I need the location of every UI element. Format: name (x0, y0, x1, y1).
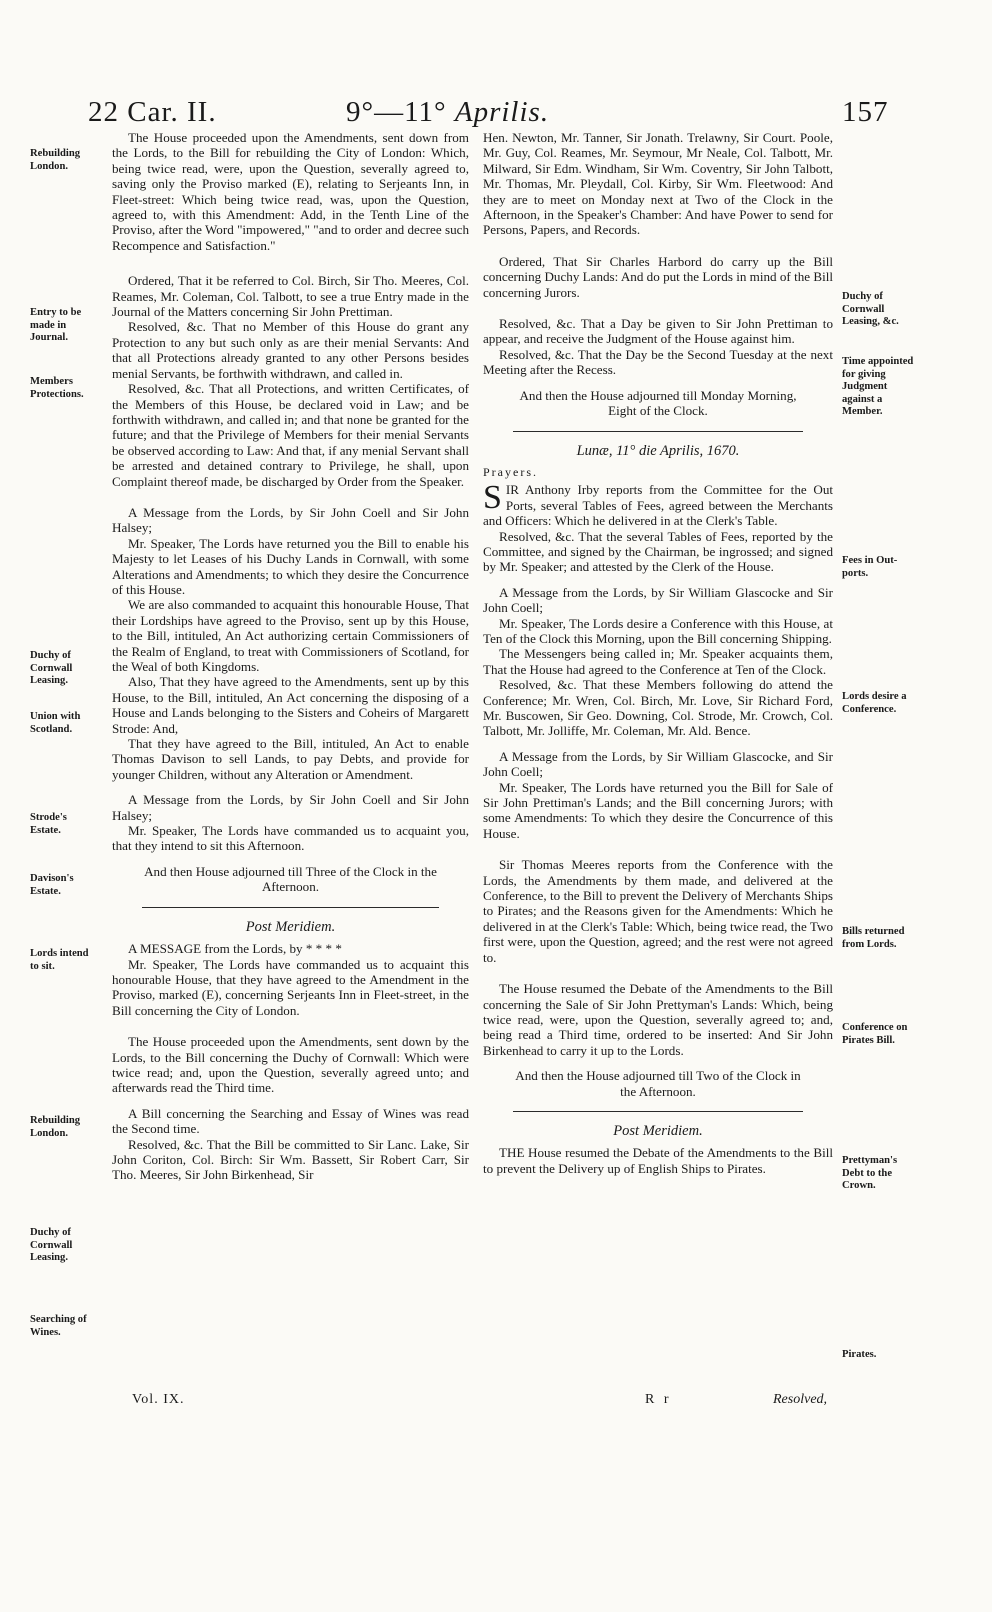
margin-note: Strode's Estate. (30, 812, 67, 836)
paragraph: Resolved, &c. That no Member of this House do grant any Protection to any but such only as are their menial Servants: And that all Protections already granted to any other Persons besides menial Servants, be forthwith withdrawn, and called in. (112, 319, 469, 381)
paragraph: A Message from the Lords, by Sir William Glascocke and Sir John Coell; (483, 584, 833, 616)
paragraph (483, 479, 833, 529)
section-divider (513, 1111, 803, 1112)
paragraph: Ordered, That Sir Charles Harbord do carry up the Bill concerning Duchy Lands: And do put the Lords in mind of the Bill concerning Jurors. (483, 253, 833, 300)
date-heading: Lunæ, 11° die Aprilis, 1670. (576, 442, 740, 459)
paragraph: The House resumed the Debate of the Amendments to the Bill concerning the Sale of Sir John Prettyman's Lands: Which, being twice read, were, upon the Question, severally agreed to; and, being read a Third time, ordered to be inserted: And Sir John Birkenhead to carry it up to the Lords. (483, 981, 833, 1058)
signature-mark: R r (645, 1392, 672, 1407)
paragraph: That they have agreed to the Bill, intituled, An Act to enable Thomas Davison to sell Lands, to pay Debts, and provide for younger Children, without any Alteration or Amendment. (112, 736, 469, 782)
paragraph: A Message from the Lords, by Sir John Coell and Sir John Halsey; (112, 792, 469, 823)
margin-note: Rebuilding London. (30, 148, 81, 172)
paragraph: Sir Thomas Meeres reports from the Conference with the Lords, the Amendments by them made, and delivered at the Conference, to the Bill to prevent the Delivery of Merchants Ships to Pirates; and the Reasons given for the Amendments: Which he delivered in at the Clerk's Table: Which, being twice read, the Two first were, upon the Question, agreed; and the rest were not agreed to. (483, 857, 833, 965)
paragraph: Mr. Speaker, The Lords have commanded us to acquaint you, that they intend to sit this Afternoon. (112, 823, 469, 854)
volume-number: Vol. IX. (132, 1392, 185, 1407)
margin-note: Prettyman's Debt to the Crown. (842, 1155, 898, 1191)
header-month: Aprilis. (454, 96, 550, 128)
drop-cap: S (483, 479, 502, 517)
paragraph: Resolved, &c. That the Bill be committed to Sir Lanc. Lake, Sir John Coriton, Col. Birch: Sir Wm. Bassett, Sir Robert Carr, Sir Tho. Meeres, Sir John Birkenhead, Sir (112, 1136, 469, 1183)
margin-note: Conference on Pirates Bill. (842, 1022, 908, 1046)
paragraph: The Messengers being called in; Mr. Speaker acquaints them, That the House had agreed to the Conference at Ten of the Clock. (483, 646, 833, 677)
margin-note: Rebuilding London. (30, 1115, 81, 1139)
paragraph: Resolved, &c. That a Day be given to Sir John Prettiman to appear, and receive the Judgment of the House against him. (483, 316, 833, 347)
margin-note: Pirates. (842, 1349, 877, 1360)
running-header-regnal-year: 22 Car. II. (88, 96, 217, 128)
margin-note: Lords desire a Conference. (842, 691, 907, 715)
paragraph: Hen. Newton, Mr. Tanner, Sir Jonath. Trelawny, Sir Court. Poole, Mr. Guy, Col. Reames, Mr. Seymour, Mr Neale, Col. Talbott, Mr. Milward, Sir Edm. Windham, Sir Wm. Coventry, Sir John Talbott, Mr. Thomas, Mr. Pleydall, Col. Kirby, Sir Wm. Fleetwood: And they are to meet on Monday next at Two of the Clock in the Afternoon, in the Speaker's Chamber: And have Power to send for Persons, Papers, and Records. (483, 130, 833, 238)
paragraph: THE House resumed the Debate of the Amendments to the Bill to prevent the Delivery up of English Ships to Pirates. (483, 1145, 833, 1176)
running-header-date (346, 96, 549, 128)
paragraph: Also, That they have agreed to the Amendments, sent up by this House, to the Bill, intituled, An Act concerning the disposing of a House and Lands belonging to the Sisters and Coheirs of Margarett Strode: And, (112, 674, 469, 736)
margin-note: Duchy of Cornwall Leasing. (30, 650, 73, 686)
header-day-range: 9°—11° (346, 96, 447, 128)
section-divider (513, 431, 803, 432)
paragraph: Mr. Speaker, The Lords have commanded us to acquaint this honourable House, that they have agreed to the Amendment in the Proviso, marked (E), concerning Serjeants Inn in Fleet-street, in the Bill concerning the City of London. (112, 956, 469, 1018)
paragraph: Ordered, That it be referred to Col. Birch, Sir Tho. Meeres, Col. Reames, Mr. Coleman, Col. Talbott, to see a true Entry made in the Journal of the Matters concerning Sir John Prettiman. (112, 273, 469, 320)
paragraph: A Message from the Lords, by Sir William Glascocke, and Sir John Coell; (483, 748, 833, 780)
adjournment: And then the House adjourned till Two of the Clock in the Afternoon. (515, 1068, 801, 1099)
section-heading: Post Meridiem. (613, 1122, 703, 1139)
paragraph: Mr. Speaker, The Lords have returned you the Bill to enable his Majesty to let Leases of his Duchy Lands in Cornwall, with some Alterations and Amendments; to which they desire the Concurrence of this House. (112, 535, 469, 597)
margin-note: Union with Scotland. (30, 711, 81, 735)
margin-note: Duchy of Cornwall Leasing, &c. (842, 291, 899, 327)
catchword: Resolved, (773, 1392, 828, 1407)
left-column (112, 130, 469, 1183)
margin-note: Members Protections. (30, 376, 84, 400)
page-number: 157 (842, 96, 889, 128)
paragraph: We are also commanded to acquaint this honourable House, That their Lordships have agreed to the Proviso, sent up by this House, to the Bill, intituled, An Act authorizing certain Commissioners of the Realm of England, to treat with Commissioners of Scotland, for the Weal of both Kingdoms. (112, 597, 469, 674)
paragraph: A Bill concerning the Searching and Essay of Wines was read the Second time. (112, 1105, 469, 1137)
paragraph: The House proceeded upon the Amendments, sent down from the Lords, to the Bill for rebuilding the City of London: Which, being twice read, were, upon the Question, severally agreed to, saving only the Proviso marked (E), relating to Serjeants Inn, in Fleet-street: Which being twice read, was, upon the Question, agreed to, with this Amendment: Add, in the Tenth Line of the Proviso, after the Word "impowered," "and to order and decree such Recompence and Satisfaction." (112, 130, 469, 253)
margin-note: Duchy of Cornwall Leasing. (30, 1227, 73, 1263)
paragraph: Mr. Speaker, The Lords desire a Conference with this House, at Ten of the Clock this Morning, upon the Bill concerning Shipping. (483, 615, 833, 646)
paragraph-text: IR Anthony Irby reports from the Committee for the Out Ports, several Tables of Fees, agreed between the Merchants and Officers: Which he delivered in at the Clerk's Table. (483, 482, 833, 529)
paragraph: Resolved, &c. That these Members following do attend the Conference; Mr. Wren, Col. Birch, Mr. Love, Sir Richard Ford, Mr. Buscowen, Sir Geo. Downing, Col. Strode, Mr. Crowch, Col. Talbott, Mr. Jolliffe, Mr. Coleman, Mr. Ald. Bence. (483, 677, 833, 739)
margin-note: Time appointed for giving Judgment against a Member. (842, 356, 914, 417)
right-column (483, 130, 833, 1176)
paragraph: Resolved, &c. That the Day be the Second Tuesday at the next Meeting after the Recess. (483, 346, 833, 378)
prayers-heading: Prayers. (483, 464, 538, 479)
paragraph: The House proceeded upon the Amendments, sent down by the Lords, to the Bill concerning the Duchy of Cornwall: Which were twice read; and, upon the Question, severally agreed unto; and afterwards read the Third time. (112, 1034, 469, 1096)
section-divider (142, 907, 439, 908)
adjournment: And then House adjourned till Three of the Clock in the Afternoon. (144, 863, 437, 895)
margin-note: Davison's Estate. (30, 873, 74, 897)
margin-note: Lords intend to sit. (30, 948, 89, 972)
paragraph: Resolved, &c. That all Protections, and written Certificates, of the Members of this House, be declared void in Law; and be forthwith withdrawn, and called in; and that none be granted for the future; and that the Privilege of Members for their menial Servants be observed according to Law: And that, if any menial Servant shall be arrested and detained contrary to Privilege, he shall, upon Complaint thereof made, be discharged by Order from the Speaker. (112, 381, 469, 489)
paragraph: Mr. Speaker, The Lords have returned you the Bill for Sale of Sir John Prettiman's Lands; and the Bill concerning Jurors; with some Amendments: To which they desire the Concurrence of this House. (483, 779, 833, 841)
paragraph: Resolved, &c. That the several Tables of Fees, reported by the Committee, and signed by the Chairman, be ingrossed; and signed by Mr. Speaker; and attested by the Clerk of the House. (483, 528, 833, 575)
adjournment: And then the House adjourned till Monday Morning, Eight of the Clock. (519, 387, 797, 419)
margin-note: Bills returned from Lords. (842, 926, 905, 950)
margin-note: Searching of Wines. (30, 1314, 87, 1338)
paragraph: A Message from the Lords, by Sir John Coell and Sir John Halsey; (112, 504, 469, 536)
section-heading: Post Meridiem. (245, 918, 336, 935)
margin-note: Fees in Out-ports. (842, 555, 898, 579)
margin-note: Entry to be made in Journal. (30, 307, 82, 343)
paragraph: A MESSAGE from the Lords, by * * * * (128, 941, 342, 957)
